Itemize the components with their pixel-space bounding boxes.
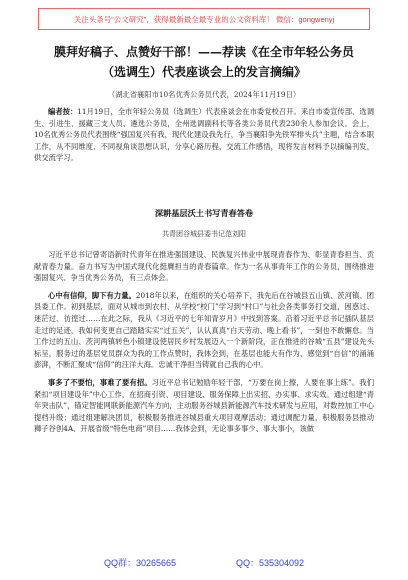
point-1-heading: 心中有信仰，脚下有力量。: [48, 290, 136, 300]
point-1-text: 2018年以来，在组织的关心培养下，我先后在谷城县五山镇、茨河镇、团县委工作。初到基层，面对从城市到农村、从学校“校门”学习到“村口”与社会各类事务打交道，困惑过、迷茫过、彷徨过……在此之际，我从《习近平的七年知青岁月》中找到答案。沿着习近平总书记插队基层走过的足迹，我如何变更自己踏踏实实“过五关”，认认真真“白天劳动、晚上看书”，一刻也不敢懈怠。当工作过的五山、茨河两镇转色小镇建设使居民乡村发展迈入一个新阶段，正在推进的谷城“五县”建设先头标呈，服务过的基层党员群众为我的工作点赞时，我体会到，在基层也能大有作为，感觉到“自信”的涌涌澎湃，不断汇聚成“信仰”的汪洋大海。忠诚干净担当铸就自己我的心中。: [34, 290, 374, 370]
article-subtitle: （湖北省襄阳市10名优秀公务员代表，2024年11月19日）: [107, 90, 301, 99]
editor-note-label: 编者按：: [48, 107, 78, 116]
document-page: [34, 42, 374, 435]
article-title-line-2: （选调生）代表座谈会上的发言摘编》: [101, 65, 306, 79]
article-title: [34, 42, 374, 82]
point-2-text: 习近平总书记勉励年轻干部，“万要在岗上擦，人要在事上练”。我们紧扣“项目建设年”中心工作，在招商引资、项目建设、服务保障上出实招、办实事、求实效。通过组建“青年突击队”，锚定智能网联新能源汽车方向，主动服务谷城县新能源汽车技术研发与应用，对数控加工中心提档升级；通过组建解决团员，积极服务推进谷城县重大项目观摩活动；通过调配力量，积极服务县推动狮子谷创4A、开展省级“特色电商”项目……我体会到，无论事多事少、事大事小，该做: [34, 377, 374, 434]
editor-note-paragraph: [34, 106, 374, 164]
article-title-line-1: 膜拜好稿子、点赞好干部！——荐读《在全市年轻公务员: [53, 45, 354, 59]
top-banner: [38, 8, 370, 30]
section-title: 深耕基层沃土书写青春答卷: [154, 207, 254, 218]
point-2-paragraph: [34, 377, 374, 435]
qq-text: QQ：535304092: [235, 558, 305, 568]
point-1-paragraph: [34, 290, 374, 371]
banner-text: 关注头条号“公文研究”，获得最新最全最专业的公文资料库！ 微信：gongwenyj: [73, 14, 335, 24]
footer: [0, 556, 408, 569]
section-author: 共青团谷城县委书记范刘阳: [162, 229, 246, 238]
point-2-heading: 事多了不要怕，事难了要有招。: [48, 377, 152, 387]
qq-group-text: QQ群：30265665: [103, 558, 176, 568]
intro-paragraph: 习近平总书记曾寄语新时代青年在推进强国建设、民族复兴伟业中展现青春作为、彰显青春担当、贡献青春力量。奋力书写为中国式现代化挺膺担当的青春篇章。作为一名从事青年工作的公务员，围绕推进强国复兴、争当优秀公务员，有三点体会。: [34, 249, 374, 283]
editor-note-text: 11月19日，全市年轻公务员（选调生）代表座谈会在市委党校召开。来自市委宣传部、选调生、引进生、援藏三支人员、遴选公务员，全州选调副科长等各类公务员代表230余人参加会议。会上，10名优秀公务员代表围绕“强国复兴有我，现代化建设我先行，争当襄阳争先铁军排头兵”主题，结合本职工作，从不同维度、不同视角谈思想认识，分享心路历程，交流工作感悟，现将发言材料予以摘编刊发，供交流学习。: [34, 107, 374, 163]
